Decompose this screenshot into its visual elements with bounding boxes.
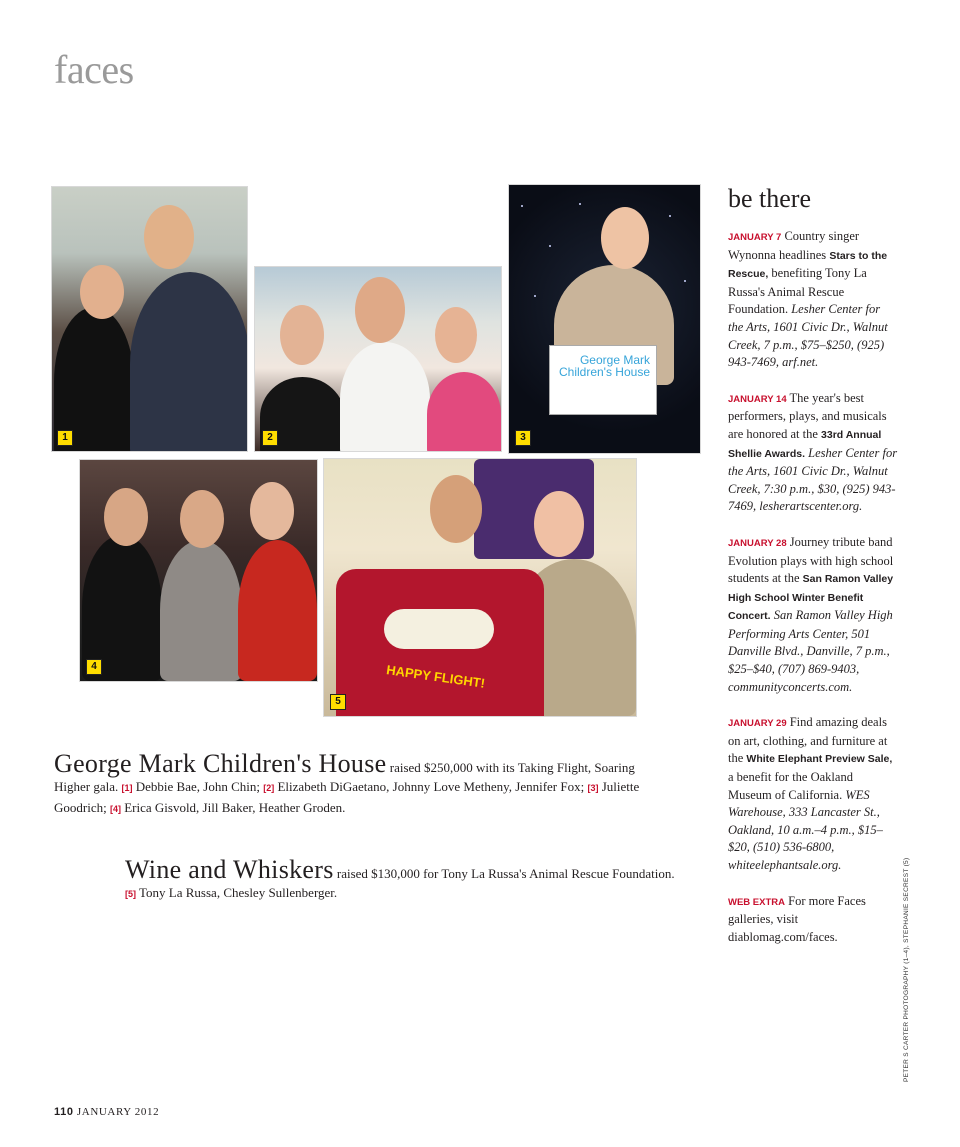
photo-gisvold-baker-groden <box>79 459 318 682</box>
photo-number-badge: 4 <box>86 659 102 675</box>
issue-date: JANUARY 2012 <box>76 1106 160 1118</box>
event-name: San Ramon Valley High School Winter Benefit Concert. <box>728 573 894 623</box>
shirt-text: HAPPY FLIGHT! <box>385 662 486 691</box>
photo-la-russa-sullenberger <box>323 458 637 717</box>
star-light <box>521 205 523 207</box>
photo-number-badge: 5 <box>330 694 346 710</box>
podium-sign <box>549 345 657 415</box>
event-date: JANUARY 28 <box>728 537 787 549</box>
podium-sign-text: George Mark Children's House <box>558 353 650 379</box>
event-details: Lesher Center for the Arts, 1601 Civic Dr., Walnut Creek, 7:30 p.m., $30, (925) 943-7469, lesherartscenter.org. <box>728 445 898 514</box>
event-name: White Elephant Preview Sale, <box>746 753 893 766</box>
be-there-title: be there <box>728 184 812 213</box>
event-date: JANUARY 29 <box>728 718 787 730</box>
event-name: 33rd Annual Shellie Awards. <box>728 428 882 460</box>
person-figure <box>130 272 248 452</box>
caption-wine-and-whiskers <box>125 855 685 904</box>
person-face <box>435 307 477 363</box>
person-figure <box>160 540 242 681</box>
person-figure <box>238 540 317 681</box>
event-date: JANUARY 14 <box>728 393 787 405</box>
caption-ref: [2] <box>263 783 275 793</box>
person-figure <box>340 342 430 452</box>
caption-text: raised $250,000 with its Taking Flight, Soaring Higher gala. <box>54 760 635 794</box>
event-item <box>728 714 898 874</box>
person-face <box>601 207 649 269</box>
photo-number-badge: 2 <box>262 430 278 446</box>
page-number: 110 <box>54 1106 74 1118</box>
caption-text: raised $130,000 for Tony La Russa's Animal Rescue Foundation. <box>336 866 675 881</box>
person-face <box>80 265 124 319</box>
event-item <box>728 390 898 516</box>
person-face <box>534 491 584 557</box>
star-light <box>684 280 686 282</box>
be-there-sidebar <box>728 184 898 964</box>
photo-number-badge: 3 <box>515 430 531 446</box>
section-title: faces <box>54 47 134 92</box>
event-intro: Country singer Wynonna headlines <box>728 229 860 262</box>
event-item <box>728 893 898 947</box>
event-item <box>728 228 898 372</box>
event-after: benefiting Tony La Russa's Animal Rescue Foundation. <box>728 266 867 317</box>
plane-graphic <box>384 609 494 649</box>
caption-george-mark <box>54 749 674 819</box>
person-face <box>144 205 194 269</box>
person-face <box>355 277 405 343</box>
caption-names: Juliette Goodrich; <box>54 779 640 815</box>
event-intro: For more Faces galleries, visit diablomag.com/faces. <box>728 893 866 944</box>
caption-headline: Wine and Whiskers <box>125 855 334 884</box>
red-t-shirt <box>336 569 544 716</box>
person-face <box>280 305 324 365</box>
photo-debbie-bae-john-chin <box>51 186 248 452</box>
event-after: a benefit for the Oakland Museum of California. <box>728 770 853 802</box>
caption-headline: George Mark Children's House <box>54 749 387 778</box>
star-light <box>549 245 551 247</box>
photo-number-badge: 1 <box>57 430 73 446</box>
caption-names: Tony La Russa, Chesley Sullenberger. <box>139 885 338 900</box>
caption-names: Debbie Bae, John Chin; <box>135 779 260 794</box>
caption-names: Elizabeth DiGaetano, Johnny Love Metheny, Jennifer Fox; <box>277 779 585 794</box>
person-face <box>250 482 294 540</box>
caption-ref: [4] <box>109 804 121 814</box>
photo-juliette-goodrich <box>508 184 701 454</box>
event-name: Stars to the Rescue, <box>728 249 888 281</box>
caption-ref: [3] <box>587 783 599 793</box>
caption-ref: [1] <box>121 783 133 793</box>
event-date: JANUARY 7 <box>728 232 782 243</box>
event-item <box>728 534 898 696</box>
person-face <box>180 490 224 548</box>
person-figure <box>427 372 501 452</box>
event-intro: Find amazing deals on art, clothing, and furniture at the <box>728 715 888 766</box>
caption-names: Erica Gisvold, Jill Baker, Heather Groden. <box>124 800 346 815</box>
star-light <box>534 295 536 297</box>
event-intro: The year's best performers, plays, and musicals are honored at the <box>728 390 887 441</box>
photo-credit: PETER S CARTER PHOTOGRAPHY (1–4), STEPHANIE SECREST (5) <box>903 857 910 1082</box>
event-details: San Ramon Valley High Performing Arts Center, 501 Danville Blvd., Danville, 7 p.m., $25–$40, (707) 869-9403, communityconcerts.com. <box>728 608 893 694</box>
event-details: Lesher Center for the Arts, 1601 Civic Dr., Walnut Creek, 7 p.m., $75–$250, (925) 943-7469, arf.net. <box>728 302 888 370</box>
page-folio <box>54 1106 159 1118</box>
event-date: WEB EXTRA <box>728 896 785 908</box>
caption-ref: [5] <box>125 889 136 899</box>
photo-digaetano-metheny-fox <box>254 266 502 452</box>
star-light <box>669 215 671 217</box>
person-face <box>104 488 148 546</box>
star-light <box>579 203 581 205</box>
person-face <box>430 475 482 543</box>
event-intro: Journey tribute band Evolution plays with high school students at the <box>728 534 894 586</box>
event-details: WES Warehouse, 333 Lancaster St., Oakland, 10 a.m.–4 p.m., $15–$20, (510) 536-6800, whiteelephantsale.org. <box>728 787 883 872</box>
